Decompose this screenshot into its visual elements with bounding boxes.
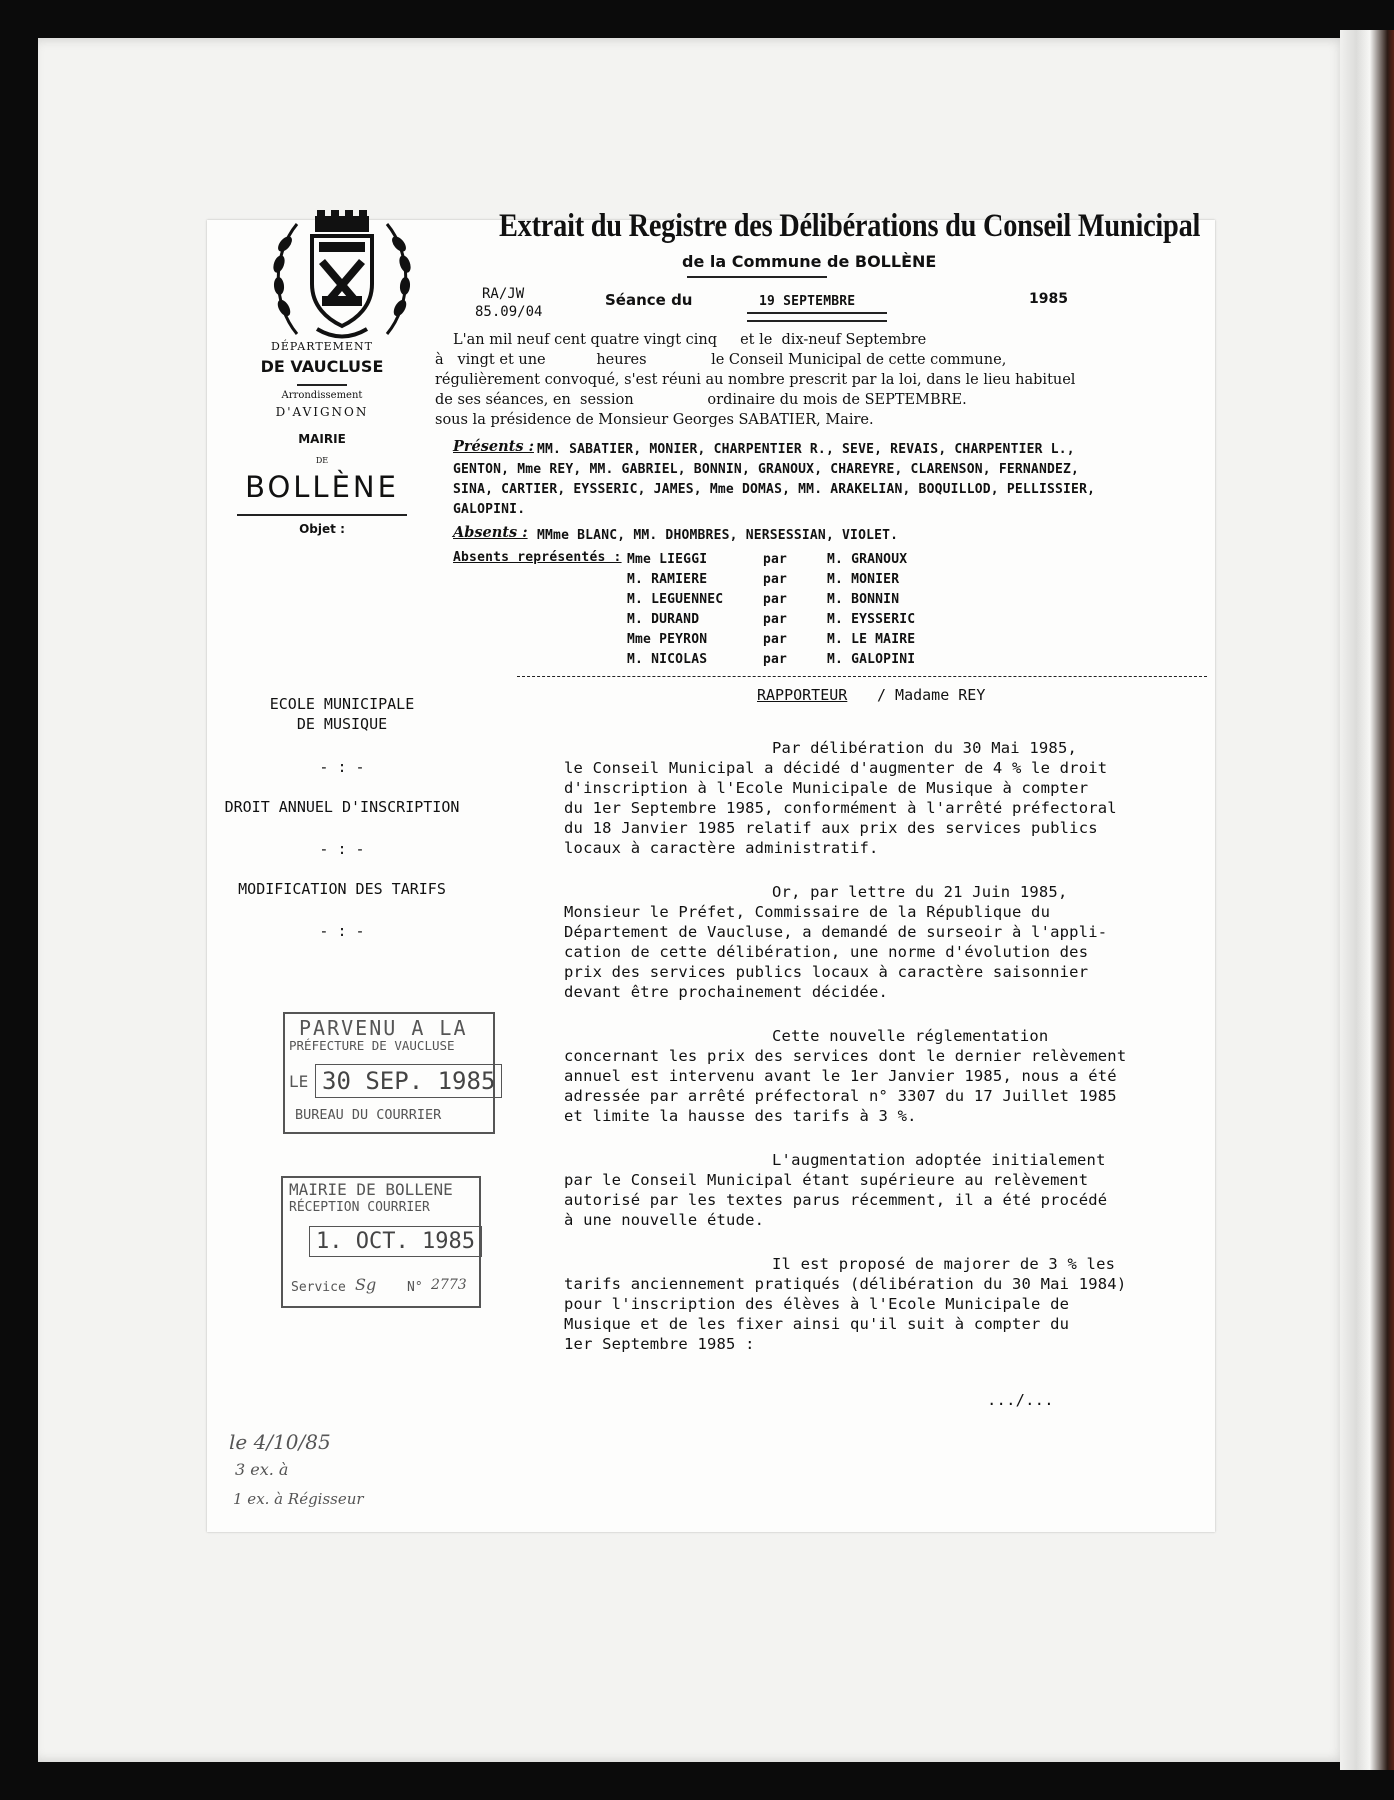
paragraph-line: Cette nouvelle réglementation (772, 1027, 1049, 1045)
divider (297, 384, 347, 386)
continuation-mark: .../... (987, 1391, 1054, 1409)
de-label: DE (315, 456, 329, 465)
paragraph-line: annuel est intervenu avant le 1er Janvier 1985, nous a été (564, 1067, 1117, 1085)
paragraph-line: prix des services publics locaux à caractère saisonnier (564, 963, 1089, 981)
represented-par: par (763, 612, 788, 627)
objet-line-1: ECOLE MUNICIPALE (269, 695, 415, 713)
stamp-line: PARVENU A LA (299, 1016, 468, 1040)
represented-par: par (763, 592, 788, 607)
modification-label: MODIFICATION DES TARIFS (238, 880, 446, 898)
coat-of-arms-icon (267, 204, 417, 354)
paragraph-line: 1er Septembre 1985 : (564, 1335, 755, 1353)
represented-par: par (763, 572, 788, 587)
represented-who: Mme LIEGGI (627, 552, 708, 567)
department-name: DE VAUCLUSE (260, 357, 384, 376)
arrondissement-label: Arrondissement (281, 390, 363, 401)
arrondissement-name: D'AVIGNON (275, 405, 369, 419)
paragraph-line: Or, par lettre du 21 Juin 1985, (772, 883, 1068, 901)
paragraph-line: à une nouvelle étude. (564, 1211, 765, 1229)
paragraph-line: devant être prochainement décidée. (564, 983, 889, 1001)
paragraph-line: du 18 Janvier 1985 relatif aux prix des services publics (564, 819, 1098, 837)
paragraph-line: cation de cette délibération, une norme d'évolution des (564, 943, 1089, 961)
droit-label: DROIT ANNUEL D'INSCRIPTION (224, 798, 460, 816)
paragraph-line: L'augmentation adoptée initialement (772, 1151, 1106, 1169)
represented-who: M. LEGUENNEC (627, 592, 724, 607)
paragraph-line: du 1er Septembre 1985, conformément à l'arrêté préfectoral (564, 799, 1117, 817)
separator: - : - (319, 922, 365, 940)
represented-by: M. MONIER (827, 572, 900, 587)
presents-line: SINA, CARTIER, EYSSERIC, JAMES, Mme DOMAS, MM. ARAKELIAN, BOQUILLOD, PELLISSIER, (453, 482, 1096, 497)
paragraph-line: adressée par arrêté préfectoral n° 3307 du 17 Juillet 1985 (564, 1087, 1117, 1105)
represented-by: M. LE MAIRE (827, 632, 916, 647)
represented-par: par (763, 652, 788, 667)
album-spine (1340, 30, 1394, 1770)
section-separator (517, 676, 1207, 677)
represented-par: par (763, 552, 788, 567)
preamble-line: régulièrement convoqué, s'est réuni au nombre prescrit par la loi, dans le lieu habituel (435, 372, 1076, 388)
represented-by: M. GRANOUX (827, 552, 908, 567)
objet-line-2: DE MUSIQUE (296, 715, 388, 733)
preamble-line: à vingt et une heures le Conseil Municipal de cette commune, (435, 352, 1007, 368)
represented-label: Absents représentés : (453, 550, 622, 565)
paragraph-line: autorisé par les textes parus récemment, il a été procédé (564, 1191, 1108, 1209)
town-name: BOLLÈNE (245, 470, 399, 504)
presents-label: Présents : (453, 438, 534, 455)
title-divider (687, 276, 827, 278)
absents-text: MMme BLANC, MM. DHOMBRES, NERSESSIAN, VIOLET. (537, 528, 899, 543)
paragraph-line: et limite la hausse des tarifs à 3 %. (564, 1107, 917, 1125)
paragraph-line: le Conseil Municipal a décidé d'augmenter de 4 % le droit (564, 759, 1108, 777)
prefecture-stamp (283, 1012, 495, 1134)
rapporteur-label: RAPPORTEUR (757, 686, 848, 704)
paragraph-line: Par délibération du 30 Mai 1985, (772, 739, 1078, 757)
stamp-num-value: 2773 (431, 1277, 467, 1293)
represented-who: Mme PEYRON (627, 632, 708, 647)
stamp-line: MAIRIE DE BOLLENE (289, 1180, 453, 1199)
paragraph-line: pour l'inscription des élèves à l'Ecole Municipale de (564, 1295, 1070, 1313)
separator: - : - (319, 758, 365, 776)
seance-date: 19 SEPTEMBRE (759, 294, 856, 309)
stamp-date: 30 SEP. 1985 (315, 1064, 502, 1098)
presents-line: MM. SABATIER, MONIER, CHARPENTIER R., SEVE, REVAIS, CHARPENTIER L., (537, 442, 1075, 457)
handwritten-note: le 4/10/85 (229, 1430, 331, 1454)
seance-year: 1985 (1029, 291, 1068, 307)
stamp-service-value: Sg (355, 1275, 377, 1294)
stamp-bureau: BUREAU DU COURRIER (295, 1107, 442, 1123)
mairie-stamp (281, 1176, 481, 1308)
represented-by: M. BONNIN (827, 592, 900, 607)
paragraph-line: Département de Vaucluse, a demandé de surseoir à l'appli- (564, 923, 1108, 941)
paragraph-line: concernant les prix des services dont le dernier relèvement (564, 1047, 1127, 1065)
presents-line: GALOPINI. (453, 502, 526, 517)
paragraph-line: d'inscription à l'Ecole Municipale de Musique à compter (564, 779, 1089, 797)
represented-who: M. DURAND (627, 612, 700, 627)
presents-line: GENTON, Mme REY, MM. GABRIEL, BONNIN, GRANOUX, CHAREYRE, CLARENSON, FERNANDEZ, (453, 462, 1080, 477)
commune-line: de la Commune de BOLLÈNE (682, 252, 937, 271)
absents-label: Absents : (453, 524, 528, 541)
document-title: Extrait du Registre des Délibérations du Conseil Municipal (499, 208, 1201, 244)
represented-who: M. RAMIERE (627, 572, 708, 587)
rapporteur-name: / Madame REY (877, 686, 986, 704)
seance-label: Séance du (605, 291, 693, 309)
represented-par: par (763, 632, 788, 647)
represented-who: M. NICOLAS (627, 652, 708, 667)
mairie-label: MAIRIE (298, 432, 346, 446)
paragraph-line: Musique et de les fixer ainsi qu'il suit à compter du (564, 1315, 1070, 1333)
objet-label: Objet : (299, 522, 345, 536)
paragraph-line: locaux à caractère administratif. (564, 839, 879, 857)
date-underline (747, 312, 887, 314)
reference-2: 85.09/04 (475, 304, 543, 320)
handwritten-note: 1 ex. à Régisseur (233, 1490, 364, 1508)
preamble-line: de ses séances, en session ordinaire du mois de SEPTEMBRE. (435, 392, 967, 408)
date-divider (747, 320, 887, 322)
document-sheet (207, 208, 1215, 1532)
preamble-line: sous la présidence de Monsieur Georges SABATIER, Maire. (435, 412, 874, 428)
paragraph-line: tarifs anciennement pratiqués (délibération du 30 Mai 1984) (564, 1275, 1127, 1293)
paragraph-line: par le Conseil Municipal étant supérieure au relèvement (564, 1171, 1089, 1189)
preamble-line: L'an mil neuf cent quatre vingt cinq et le dix-neuf Septembre (453, 332, 927, 348)
represented-by: M. EYSSERIC (827, 612, 916, 627)
stamp-le: LE (289, 1072, 309, 1091)
represented-by: M. GALOPINI (827, 652, 916, 667)
town-divider (237, 514, 407, 516)
department-label: DÉPARTEMENT (271, 340, 373, 353)
stamp-line: RÉCEPTION COURRIER (289, 1200, 430, 1215)
stamp-num-label: N° (407, 1280, 423, 1295)
stamp-line: PRÉFECTURE DE VAUCLUSE (289, 1038, 455, 1053)
handwritten-note: 3 ex. à (235, 1460, 289, 1479)
paragraph-line: Il est proposé de majorer de 3 % les (772, 1255, 1116, 1273)
reference-1: RA/JW (482, 286, 525, 302)
stamp-service-label: Service (291, 1280, 346, 1295)
stamp-date: 1. OCT. 1985 (309, 1226, 482, 1257)
separator: - : - (319, 840, 365, 858)
paragraph-line: Monsieur le Préfet, Commissaire de la République du (564, 903, 1051, 921)
